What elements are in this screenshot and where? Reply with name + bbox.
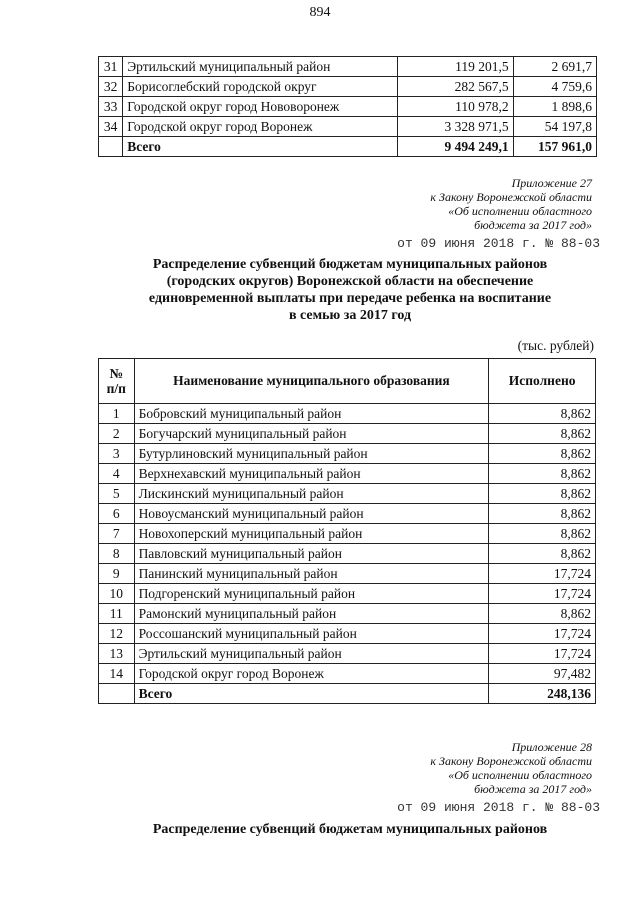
table-row <box>99 644 596 664</box>
row-value-2: 54 197,8 <box>513 117 596 137</box>
appendix-28-line: Приложение 28 <box>511 740 592 754</box>
total-value: 248,136 <box>489 684 596 704</box>
row-number: 7 <box>99 524 135 544</box>
total-row <box>99 684 596 704</box>
empty-cell <box>99 684 135 704</box>
total-value-1: 9 494 249,1 <box>397 137 513 157</box>
table-row <box>99 524 596 544</box>
row-value: 17,724 <box>489 624 596 644</box>
appendix-27-date-stamp: от 09 июня 2018 г. № 88-03 <box>397 236 600 251</box>
row-value: 8,862 <box>489 484 596 504</box>
column-header-number <box>99 359 135 404</box>
table-row <box>99 404 596 424</box>
title-line: в семью за 2017 год <box>288 308 412 323</box>
table-row <box>99 564 596 584</box>
row-number: 2 <box>99 424 135 444</box>
column-header-name: Наименование муниципального образования <box>134 359 489 404</box>
row-name: Новохоперский муниципальный район <box>134 524 489 544</box>
row-number: 3 <box>99 444 135 464</box>
row-name: Бутурлиновский муниципальный район <box>134 444 489 464</box>
table-row <box>99 97 597 117</box>
row-number: 11 <box>99 604 135 624</box>
title-line: (городских округов) Воронежской области на обеспечение <box>166 274 534 289</box>
row-value-1: 3 328 971,5 <box>397 117 513 137</box>
row-name: Панинский муниципальный район <box>134 564 489 584</box>
table-row <box>99 57 597 77</box>
row-value-2: 4 759,6 <box>513 77 596 97</box>
row-name: Рамонский муниципальный район <box>134 604 489 624</box>
row-name: Борисоглебский городской округ <box>123 77 398 97</box>
row-number: 14 <box>99 664 135 684</box>
row-value-1: 282 567,5 <box>397 77 513 97</box>
row-name: Россошанский муниципальный район <box>134 624 489 644</box>
row-value-2: 1 898,6 <box>513 97 596 117</box>
row-name: Городской округ город Воронеж <box>134 664 489 684</box>
row-value: 97,482 <box>489 664 596 684</box>
row-value: 8,862 <box>489 444 596 464</box>
row-name: Павловский муниципальный район <box>134 544 489 564</box>
appendix-27-title <box>100 256 600 324</box>
row-number: 31 <box>99 57 123 77</box>
appendix-27-line: «Об исполнении областного <box>448 204 592 218</box>
table-row <box>99 544 596 564</box>
appendix-28-line: бюджета за 2017 год» <box>474 782 592 796</box>
appendix-28-date-stamp: от 09 июня 2018 г. № 88-03 <box>397 800 600 815</box>
row-name: Эртильский муниципальный район <box>134 644 489 664</box>
row-name: Лискинский муниципальный район <box>134 484 489 504</box>
row-number: 33 <box>99 97 123 117</box>
table-row <box>99 624 596 644</box>
row-number: 12 <box>99 624 135 644</box>
appendix-28-line: к Закону Воронежской области <box>430 754 592 768</box>
appendix-28-note <box>332 740 592 796</box>
row-number: 9 <box>99 564 135 584</box>
title-line: Распределение субвенций бюджетам муниципальных районов <box>152 257 548 272</box>
row-value: 17,724 <box>489 644 596 664</box>
table-row <box>99 664 596 684</box>
row-value-1: 110 978,2 <box>397 97 513 117</box>
title-line: единовременной выплаты при передаче ребенка на воспитание <box>148 291 552 306</box>
table-row <box>99 464 596 484</box>
table-row <box>99 584 596 604</box>
row-number: 10 <box>99 584 135 604</box>
total-value-2: 157 961,0 <box>513 137 596 157</box>
appendix-28-title <box>100 821 600 838</box>
row-number: 32 <box>99 77 123 97</box>
row-value: 8,862 <box>489 504 596 524</box>
row-name: Подгоренский муниципальный район <box>134 584 489 604</box>
row-value-1: 119 201,5 <box>397 57 513 77</box>
appendix-28-line: «Об исполнении областного <box>448 768 592 782</box>
row-value: 8,862 <box>489 464 596 484</box>
row-value: 8,862 <box>489 544 596 564</box>
appendix-27-line: Приложение 27 <box>511 176 592 190</box>
row-name: Новоусманский муниципальный район <box>134 504 489 524</box>
row-name: Городской округ город Нововоронеж <box>123 97 398 117</box>
row-value: 8,862 <box>489 604 596 624</box>
empty-cell <box>99 137 123 157</box>
row-number: 5 <box>99 484 135 504</box>
row-value: 17,724 <box>489 564 596 584</box>
row-value: 8,862 <box>489 524 596 544</box>
table-row <box>99 604 596 624</box>
page-number: 894 <box>309 5 331 20</box>
row-number: 6 <box>99 504 135 524</box>
row-value: 8,862 <box>489 404 596 424</box>
row-number: 4 <box>99 464 135 484</box>
row-number: 8 <box>99 544 135 564</box>
table-row <box>99 484 596 504</box>
table-row <box>99 444 596 464</box>
title-line: Распределение субвенций бюджетам муниципальных районов <box>152 822 548 837</box>
appendix-27-table <box>98 358 596 704</box>
unit-label: (тыс. рублей) <box>517 338 594 353</box>
row-name: Эртильский муниципальный район <box>123 57 398 77</box>
row-name: Богучарский муниципальный район <box>134 424 489 444</box>
header-number-line: № <box>109 366 124 381</box>
total-label: Всего <box>123 137 398 157</box>
row-number: 13 <box>99 644 135 664</box>
table-row <box>99 424 596 444</box>
previous-table <box>98 56 597 157</box>
appendix-27-line: к Закону Воронежской области <box>430 190 592 204</box>
table-row <box>99 117 597 137</box>
table-header-row <box>99 359 596 404</box>
total-label: Всего <box>134 684 489 704</box>
table-row <box>99 77 597 97</box>
table-row <box>99 504 596 524</box>
header-number-line: п/п <box>106 381 126 396</box>
row-value: 17,724 <box>489 584 596 604</box>
row-number: 1 <box>99 404 135 424</box>
row-value-2: 2 691,7 <box>513 57 596 77</box>
column-header-value: Исполнено <box>489 359 596 404</box>
row-name: Верхнехавский муниципальный район <box>134 464 489 484</box>
row-name: Бобровский муниципальный район <box>134 404 489 424</box>
appendix-27-line: бюджета за 2017 год» <box>474 218 592 232</box>
row-value: 8,862 <box>489 424 596 444</box>
total-row <box>99 137 597 157</box>
row-name: Городской округ город Воронеж <box>123 117 398 137</box>
row-number: 34 <box>99 117 123 137</box>
appendix-27-note <box>332 176 592 232</box>
